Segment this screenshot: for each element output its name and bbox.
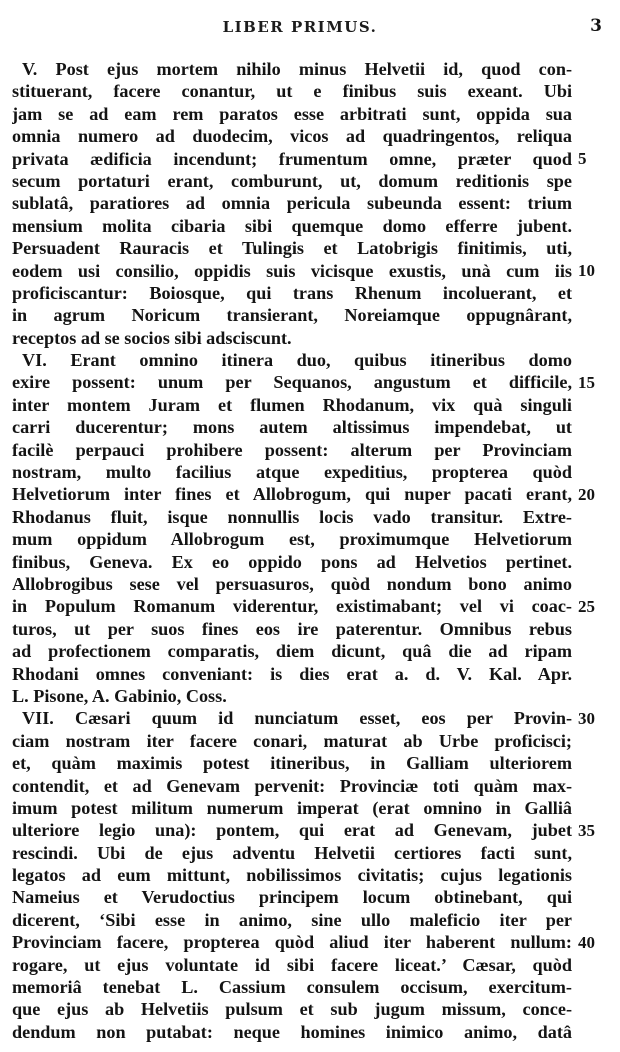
- line-text: receptos ad se socios sibi adsciscunt.: [12, 327, 292, 348]
- text-line: [12, 909, 572, 931]
- line-number: 15: [578, 372, 595, 392]
- line-text: rogare, ut ejus voluntate id sibi facere liceat.’ Cæsar, quòd: [12, 954, 572, 975]
- text-line: [12, 954, 572, 976]
- line-text: finibus, Geneva. Ex eo oppido pons ad Helvetios pertinet.: [12, 551, 572, 572]
- line-text: exire possent: unum per Sequanos, angustum et difficile,: [12, 372, 572, 393]
- text-line: [12, 864, 572, 886]
- line-text: L. Pisone, A. Gabinio, Coss.: [12, 685, 227, 706]
- text-line: [12, 304, 572, 326]
- text-line: [12, 170, 572, 192]
- line-number: 35: [578, 820, 595, 840]
- text-line: [12, 349, 572, 371]
- text-line: [12, 528, 572, 550]
- text-line: [12, 439, 572, 461]
- line-text: mensium molita cibaria sibi quemque domo efferre jubent.: [12, 215, 572, 236]
- text-line: [12, 192, 572, 214]
- line-text: carri ducerentur; mons autem altissimus impendebat, ut: [12, 417, 572, 438]
- line-text: facilè perpauci prohibere possent: alterum per Provinciam: [12, 439, 572, 460]
- line-text: Allobrogibus sese vel persuasuros, quòd nondum bono animo: [12, 573, 572, 594]
- line-text: jam se ad eam rem paratos esse arbitrati sunt, oppida sua: [12, 103, 572, 124]
- text-line: [12, 394, 572, 416]
- text-line: [12, 931, 572, 953]
- line-text: privata ædificia incendunt; frumentum omne, præter quod: [12, 148, 572, 169]
- line-text: in Populum Romanum viderentur, existimabant; vel vi coac-: [12, 596, 572, 617]
- text-line: [12, 685, 572, 707]
- text-line: [12, 103, 572, 125]
- text-line: [12, 80, 572, 102]
- line-text: Nameius et Verudoctius principem locum obtinebant, qui: [12, 887, 572, 908]
- text-line: [12, 260, 572, 282]
- text-line: [12, 595, 572, 617]
- text-line: [12, 506, 572, 528]
- line-text: que ejus ab Helvetiis pulsum et sub jugum missum, conce-: [12, 999, 572, 1020]
- text-line: [12, 461, 572, 483]
- line-text: proficiscantur: Boiosque, qui trans Rhenum incoluerant, et: [12, 282, 572, 303]
- text-line: [12, 976, 572, 998]
- text-line: [12, 886, 572, 908]
- line-text: Cæsari quum id nunciatum esset, eos per Provin-: [74, 708, 572, 729]
- line-number: 30: [578, 708, 595, 728]
- text-line: [12, 551, 572, 573]
- text-line: [12, 730, 572, 752]
- line-text: Persuadent Rauracis et Tulingis et Latobrigis finitimis, uti,: [12, 238, 572, 259]
- line-text: Rhodanus fluit, isque nonnullis locis vado transitur. Extre-: [12, 506, 572, 527]
- page-number: 3: [590, 16, 602, 36]
- text-line: [12, 371, 572, 393]
- text-line: [12, 1021, 572, 1043]
- text-line: [12, 618, 572, 640]
- chapter-number: VI.: [22, 350, 47, 371]
- text-line: [12, 483, 572, 505]
- line-text: dendum non putabat: neque homines inimico animo, datâ: [12, 1021, 572, 1042]
- text-line: [12, 797, 572, 819]
- line-number: 20: [578, 484, 595, 504]
- text-line: [12, 998, 572, 1020]
- text-line: [12, 58, 572, 80]
- line-text: ad profectionem comparatis, diem dicunt, quâ die ad ripam: [12, 641, 572, 662]
- line-text: dicerent, ‘Sibi esse in animo, sine ullo maleficio iter per: [12, 909, 572, 930]
- line-text: ulteriore legio una): pontem, qui erat ad Genevam, jubet: [12, 820, 572, 841]
- text-line: [12, 752, 572, 774]
- line-text: mum oppidum Allobrogum est, proximumque Helvetiorum: [12, 529, 572, 550]
- line-text: legatos ad eum mittunt, nobilissimos civitatis; cujus legationis: [12, 865, 572, 886]
- line-text: Erant omnino itinera duo, quibus itineribus domo: [70, 350, 572, 371]
- text-line: [12, 327, 572, 349]
- line-text: imum potest militum numerum imperat (erat omnino in Galliâ: [12, 797, 572, 818]
- chapter-number: VII.: [22, 708, 54, 729]
- text-line: [12, 416, 572, 438]
- line-text: Provinciam facere, propterea quòd aliud iter haberent nullum:: [12, 932, 572, 953]
- line-text: et, quàm maximis potest itineribus, in Galliam ulteriorem: [12, 753, 572, 774]
- line-text: sublatâ, paratiores ad omnia pericula subeunda essent: trium: [12, 193, 572, 214]
- running-title: LIBER PRIMUS.: [222, 18, 378, 36]
- line-text: inter montem Juram et flumen Rhodanum, vix quà singuli: [12, 394, 572, 415]
- text-line: [12, 819, 572, 841]
- line-number: 25: [578, 596, 595, 616]
- line-text: rescindi. Ubi de ejus adventu Helvetii certiores facti sunt,: [12, 842, 572, 863]
- text-line: [12, 775, 572, 797]
- line-number: 5: [578, 148, 587, 168]
- text-line: [12, 663, 572, 685]
- text-line: [12, 125, 572, 147]
- line-number: 40: [578, 932, 595, 952]
- text-line: [12, 640, 572, 662]
- line-text: Helvetiorum inter fines et Allobrogum, qui nuper pacati erant,: [12, 484, 572, 505]
- text-line: [12, 573, 572, 595]
- line-text: Post ejus mortem nihilo minus Helvetii id, quod con-: [55, 59, 572, 79]
- chapter-number: V.: [22, 59, 38, 79]
- text-line: [12, 282, 572, 304]
- line-text: stituerant, facere conantur, ut e finibus suis exeant. Ubi: [12, 81, 572, 102]
- line-text: omnia numero ad duodecim, vicos ad quadringentos, reliqua: [12, 126, 572, 147]
- text-line: [12, 148, 572, 170]
- line-text: eodem usi consilio, oppidis suis vicisque exustis, unà cum iis: [12, 260, 572, 281]
- text-line: [12, 215, 572, 237]
- text-line: [12, 842, 572, 864]
- line-text: ciam nostram iter facere conari, maturat ab Urbe proficisci;: [12, 730, 572, 751]
- line-text: Rhodani omnes conveniant: is dies erat a. d. V. Kal. Apr.: [12, 663, 572, 684]
- line-text: contendit, et ad Genevam pervenit: Provinciæ toti quàm max-: [12, 775, 572, 796]
- text-line: [12, 707, 572, 729]
- text-line: [12, 237, 572, 259]
- line-number: 10: [578, 260, 595, 280]
- body-text: [12, 58, 572, 1043]
- line-text: nostram, multo facilius atque expeditius, propterea quòd: [12, 462, 572, 483]
- line-text: memoriâ tenebat L. Cassium consulem occisum, exercitum-: [12, 977, 572, 998]
- line-text: in agrum Noricum transierant, Noreiamque oppugnârant,: [12, 305, 572, 326]
- line-text: secum portaturi erant, comburunt, ut, domum reditionis spe: [12, 170, 572, 191]
- line-text: turos, ut per suos fines eos ire paterentur. Omnibus rebus: [12, 618, 572, 639]
